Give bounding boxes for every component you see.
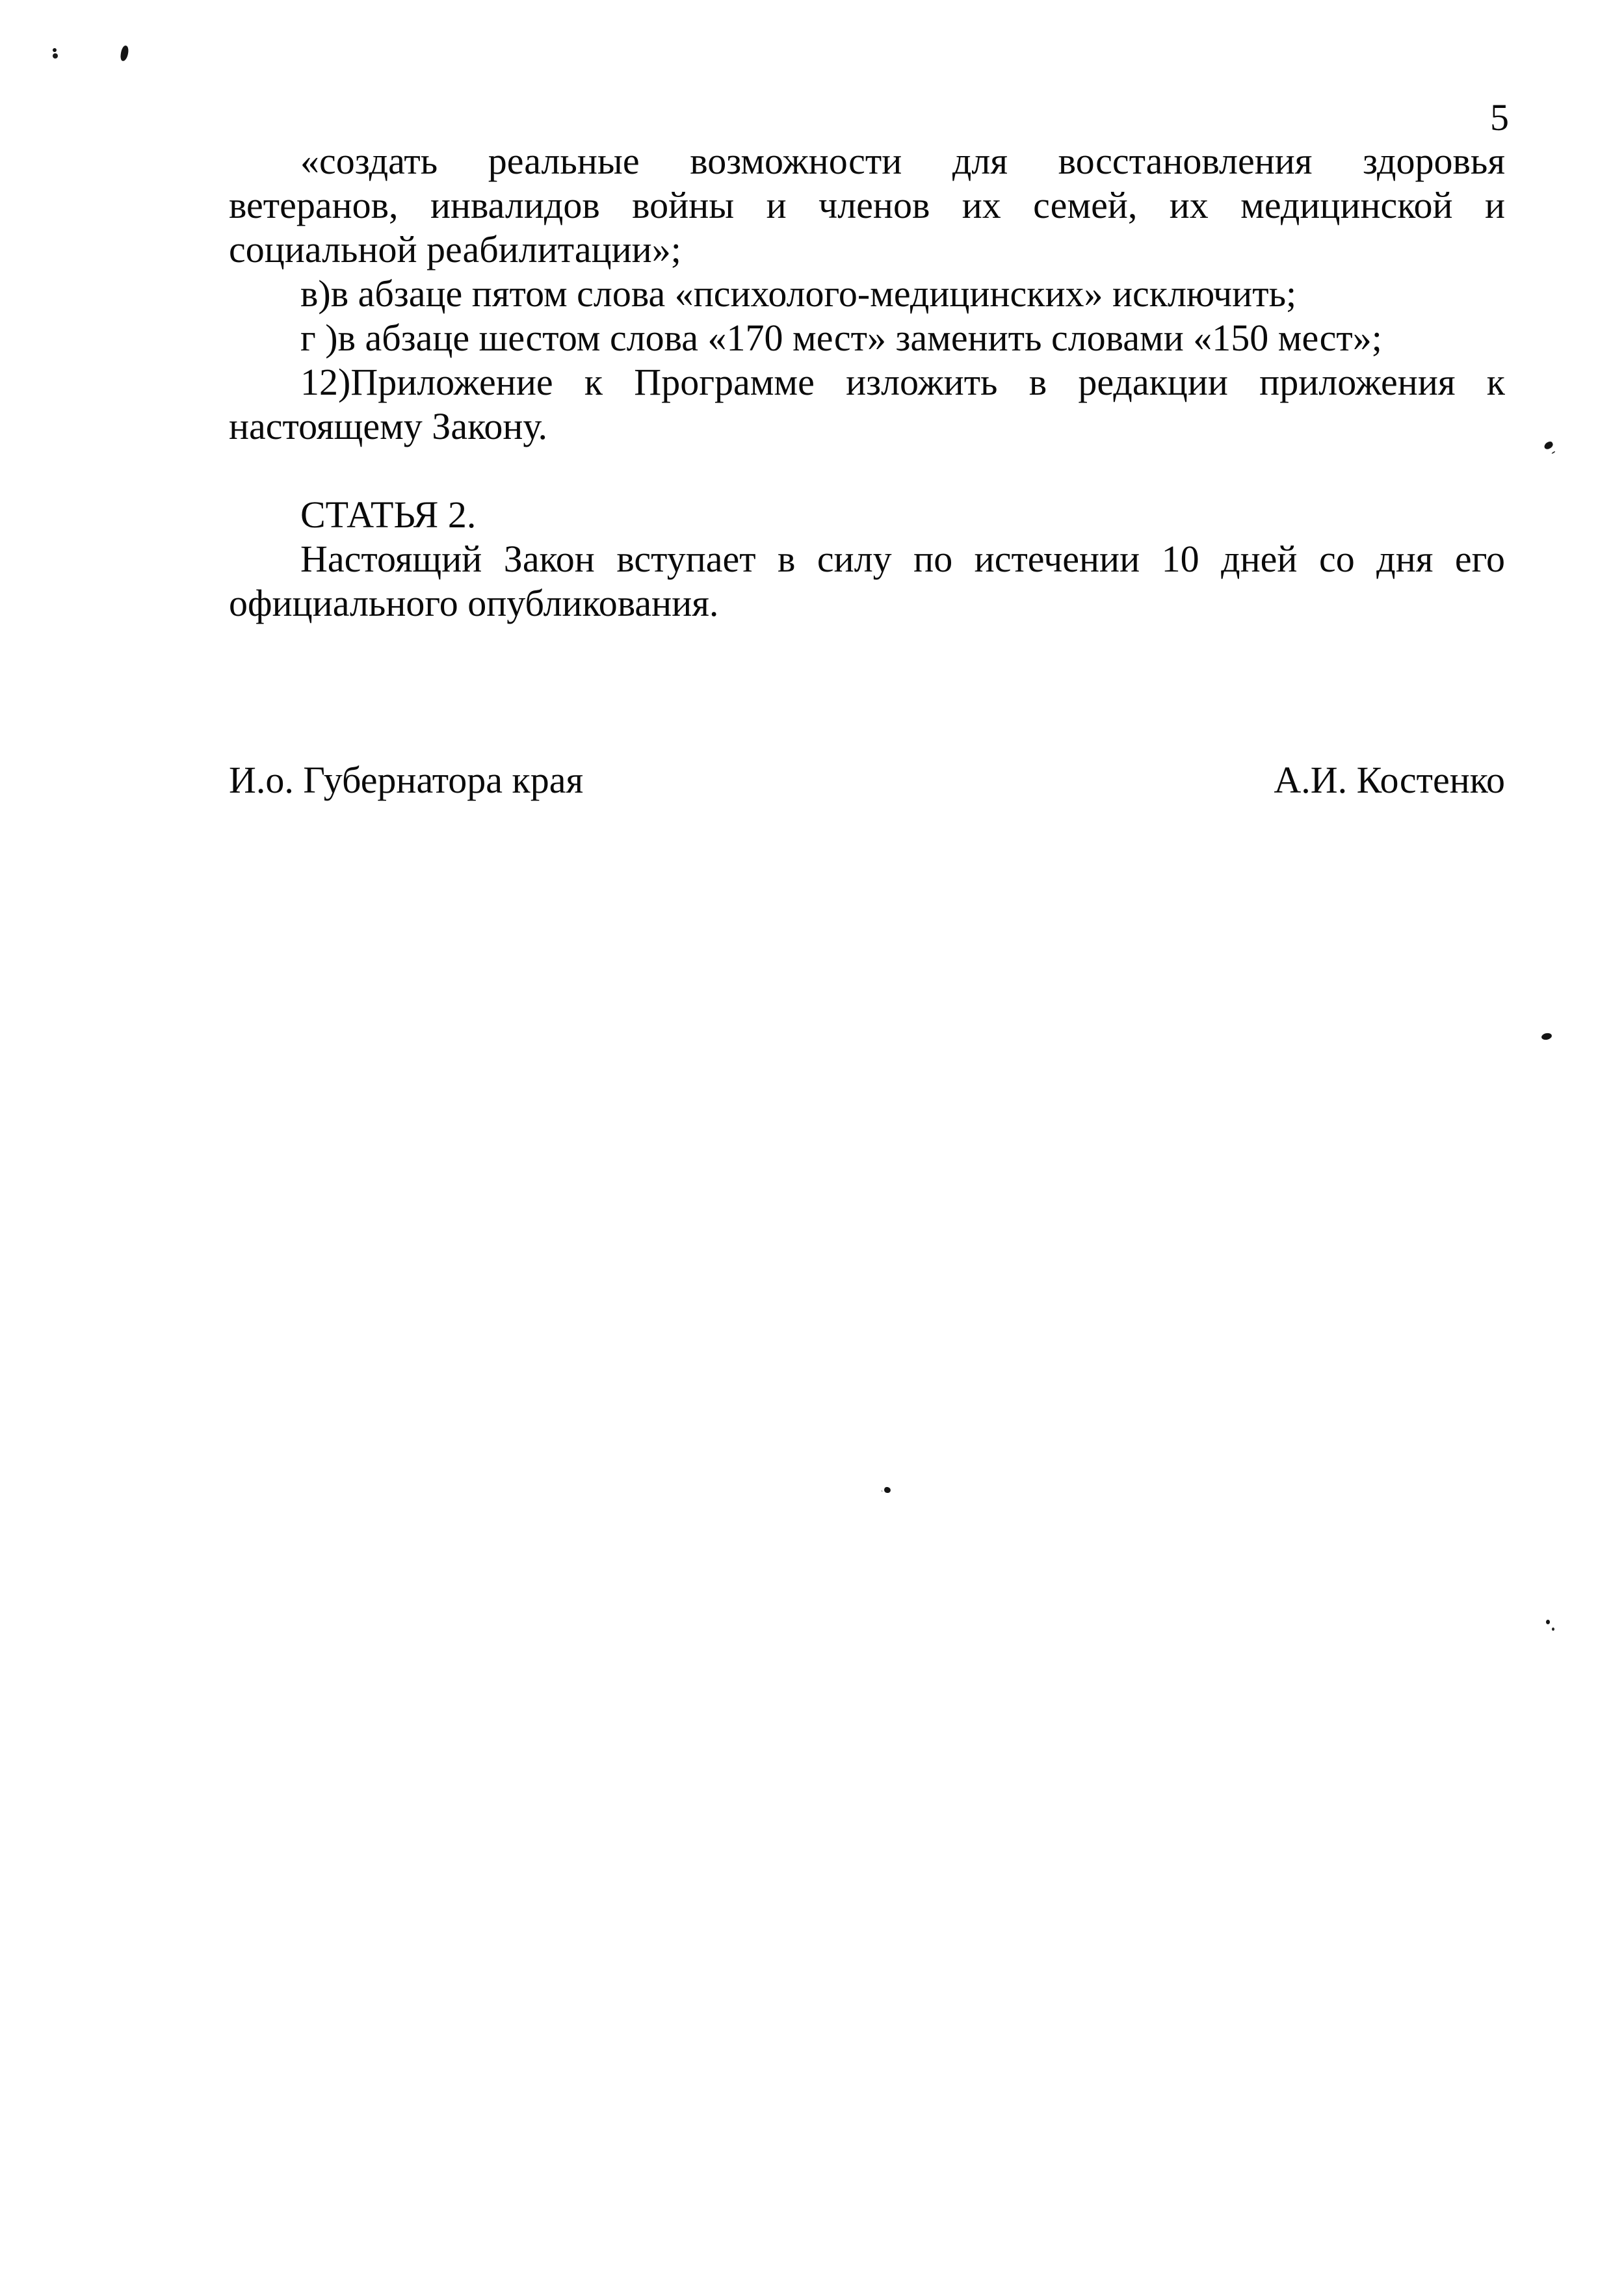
- article-2-body-line-2: официального опубликования.: [229, 582, 719, 624]
- signature-row: [229, 758, 1505, 802]
- ink-speck: [1541, 1032, 1552, 1040]
- amendment-item-v: в)в абзаце пятом слова «психолого-медицинских» исключить;: [300, 272, 1297, 315]
- quote-paragraph-line-2: ветеранов, инвалидов войны и членов их семей, их медицинской и: [229, 184, 1505, 226]
- signatory-title: И.о. Губернатора края: [229, 759, 584, 801]
- article-2-heading: СТАТЬЯ 2.: [300, 494, 477, 536]
- quote-paragraph-line-1: «создать реальные возможности для восстановления здоровья: [300, 140, 1505, 182]
- ink-speck: [884, 1486, 891, 1494]
- document-body: [229, 139, 1505, 626]
- amendment-item-12-line-1: 12)Приложение к Программе изложить в редакции приложения к: [300, 361, 1505, 403]
- ink-speck: [53, 48, 57, 52]
- amendment-item-g: г )в абзаце шестом слова «170 мест» заменить словами «150 мест»;: [300, 317, 1382, 359]
- page-number: 5: [1490, 96, 1509, 138]
- ink-speck: [1543, 441, 1554, 451]
- ink-speck: [1546, 1620, 1550, 1624]
- ink-speck: [120, 45, 129, 61]
- amendment-item-12-line-2: настоящему Закону.: [229, 405, 548, 447]
- quote-paragraph-line-3: социальной реабилитации»;: [229, 228, 681, 270]
- signatory-name: А.И. Костенко: [1274, 759, 1505, 801]
- article-2-body-line-1: Настоящий Закон вступает в силу по истечении 10 дней со дня его: [300, 538, 1505, 580]
